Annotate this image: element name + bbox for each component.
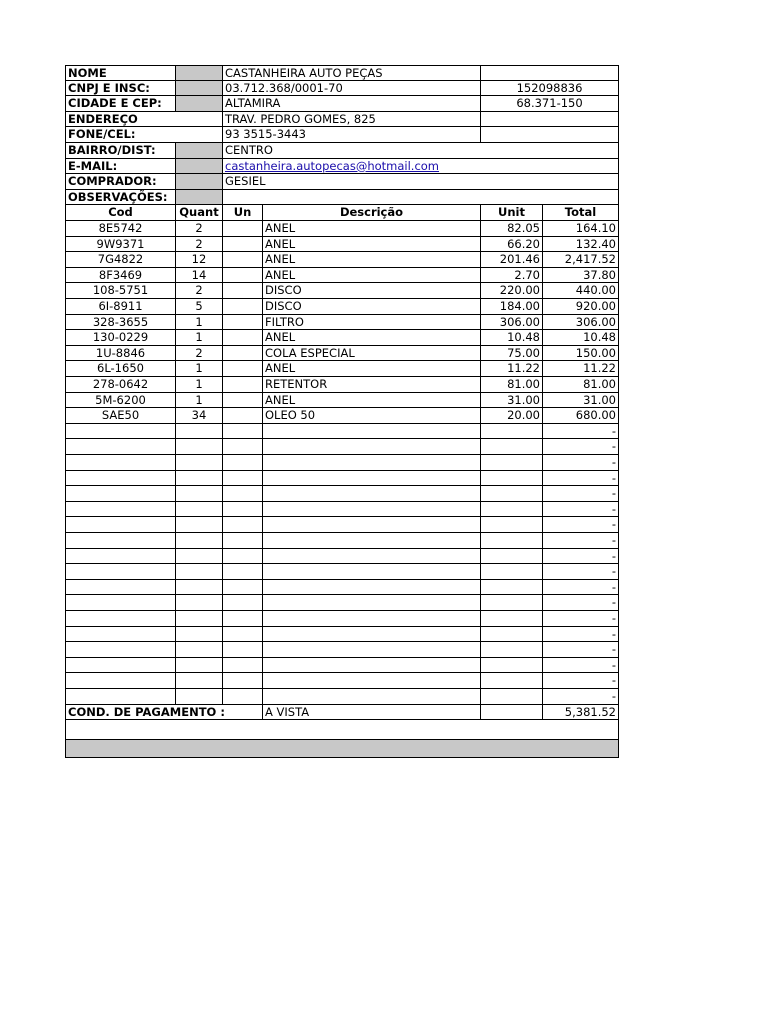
empty-descricao	[263, 486, 481, 502]
empty-quant	[176, 549, 223, 565]
order-sheet	[65, 65, 619, 765]
item-descricao: DISCO	[263, 283, 481, 299]
empty-unit	[481, 424, 543, 440]
empty-un	[223, 424, 263, 440]
item-quant: 34	[176, 408, 223, 424]
empty-cod	[65, 611, 176, 627]
item-cod: 8E5742	[65, 221, 176, 237]
item-descricao: DISCO	[263, 299, 481, 315]
empty-cod	[65, 471, 176, 487]
item-un	[223, 377, 263, 393]
empty-quant	[176, 486, 223, 502]
row-nome	[65, 65, 619, 81]
empty-unit	[481, 486, 543, 502]
item-quant: 1	[176, 377, 223, 393]
empty-row	[65, 517, 619, 533]
item-unit: 10.48	[481, 330, 543, 346]
item-total: 37.80	[543, 268, 619, 284]
email-spacer	[176, 159, 223, 175]
empty-quant	[176, 439, 223, 455]
empty-cod	[65, 517, 176, 533]
observacoes-value	[223, 190, 619, 206]
endereco-label: ENDEREÇO	[65, 112, 223, 128]
item-row	[65, 252, 619, 268]
payment-row	[65, 705, 619, 721]
empty-un	[223, 689, 263, 705]
empty-row	[65, 595, 619, 611]
col-header-quant: Quant	[176, 205, 223, 221]
item-total: 150.00	[543, 346, 619, 362]
item-quant: 2	[176, 283, 223, 299]
item-un	[223, 268, 263, 284]
empty-descricao	[263, 658, 481, 674]
item-quant: 2	[176, 237, 223, 253]
item-row	[65, 346, 619, 362]
empty-row	[65, 658, 619, 674]
col-header-cod: Cod	[65, 205, 176, 221]
empty-cod	[65, 564, 176, 580]
item-quant: 12	[176, 252, 223, 268]
comprador-label: COMPRADOR:	[65, 174, 176, 190]
empty-quant	[176, 533, 223, 549]
item-total: 164.10	[543, 221, 619, 237]
row-comprador	[65, 174, 619, 190]
item-unit: 2.70	[481, 268, 543, 284]
cidade-extra: 68.371-150	[481, 96, 619, 112]
empty-quant	[176, 502, 223, 518]
empty-descricao	[263, 502, 481, 518]
empty-unit	[481, 627, 543, 643]
item-row	[65, 268, 619, 284]
observacoes-label: OBSERVAÇÕES:	[65, 190, 176, 206]
cnpj-extra: 152098836	[481, 81, 619, 97]
shaded-footer-row	[65, 740, 619, 756]
empty-quant	[176, 658, 223, 674]
item-descricao: COLA ESPECIAL	[263, 346, 481, 362]
item-row	[65, 377, 619, 393]
empty-descricao	[263, 564, 481, 580]
item-unit: 82.05	[481, 221, 543, 237]
empty-unit	[481, 517, 543, 533]
empty-un	[223, 549, 263, 565]
empty-unit	[481, 611, 543, 627]
bairro-spacer	[176, 143, 223, 159]
item-quant: 2	[176, 221, 223, 237]
empty-descricao	[263, 455, 481, 471]
item-descricao: OLEO 50	[263, 408, 481, 424]
empty-row	[65, 471, 619, 487]
item-total: 81.00	[543, 377, 619, 393]
item-unit: 184.00	[481, 299, 543, 315]
item-quant: 1	[176, 361, 223, 377]
empty-cod	[65, 595, 176, 611]
item-unit: 75.00	[481, 346, 543, 362]
item-row	[65, 393, 619, 409]
empty-descricao	[263, 549, 481, 565]
empty-un	[223, 471, 263, 487]
empty-unit	[481, 439, 543, 455]
empty-total: -	[543, 502, 619, 518]
item-un	[223, 330, 263, 346]
item-descricao: ANEL	[263, 393, 481, 409]
empty-un	[223, 595, 263, 611]
empty-descricao	[263, 517, 481, 533]
col-header-descricao: Descrição	[263, 205, 481, 221]
empty-row	[65, 533, 619, 549]
item-cod: 328-3655	[65, 315, 176, 331]
col-header-unit: Unit	[481, 205, 543, 221]
empty-total: -	[543, 533, 619, 549]
item-descricao: ANEL	[263, 330, 481, 346]
empty-quant	[176, 642, 223, 658]
fone-label: FONE/CEL:	[65, 127, 223, 143]
item-cod: 8F3469	[65, 268, 176, 284]
empty-un	[223, 439, 263, 455]
empty-cod	[65, 627, 176, 643]
item-cod: 6L-1650	[65, 361, 176, 377]
empty-quant	[176, 627, 223, 643]
observacoes-spacer	[176, 190, 223, 206]
item-row	[65, 408, 619, 424]
col-header-un: Un	[223, 205, 263, 221]
empty-row	[65, 627, 619, 643]
empty-unit	[481, 689, 543, 705]
empty-total: -	[543, 611, 619, 627]
fone-extra	[481, 127, 619, 143]
row-cidade	[65, 96, 619, 112]
empty-descricao	[263, 627, 481, 643]
endereco-value: TRAV. PEDRO GOMES, 825	[223, 112, 481, 128]
empty-row	[65, 673, 619, 689]
email-value: castanheira.autopecas@hotmail.com	[223, 159, 619, 175]
item-descricao: RETENTOR	[263, 377, 481, 393]
item-quant: 5	[176, 299, 223, 315]
empty-quant	[176, 517, 223, 533]
item-total: 2,417.52	[543, 252, 619, 268]
empty-descricao	[263, 471, 481, 487]
item-total: 11.22	[543, 361, 619, 377]
empty-un	[223, 486, 263, 502]
empty-un	[223, 673, 263, 689]
empty-quant	[176, 564, 223, 580]
empty-descricao	[263, 611, 481, 627]
item-cod: 130-0229	[65, 330, 176, 346]
empty-total: -	[543, 439, 619, 455]
item-cod: 108-5751	[65, 283, 176, 299]
empty-row	[65, 486, 619, 502]
payment-spacer	[481, 705, 543, 721]
empty-quant	[176, 424, 223, 440]
empty-un	[223, 502, 263, 518]
item-row	[65, 315, 619, 331]
empty-row	[65, 439, 619, 455]
empty-total: -	[543, 580, 619, 596]
empty-total: -	[543, 549, 619, 565]
comprador-spacer	[176, 174, 223, 190]
empty-un	[223, 611, 263, 627]
empty-cod	[65, 549, 176, 565]
item-quant: 14	[176, 268, 223, 284]
row-observacoes	[65, 190, 619, 206]
empty-un	[223, 533, 263, 549]
empty-unit	[481, 642, 543, 658]
empty-descricao	[263, 533, 481, 549]
item-unit: 201.46	[481, 252, 543, 268]
row-endereco	[65, 112, 619, 128]
empty-quant	[176, 471, 223, 487]
empty-row	[65, 689, 619, 705]
row-cnpj	[65, 81, 619, 97]
empty-un	[223, 580, 263, 596]
item-un	[223, 283, 263, 299]
empty-total: -	[543, 595, 619, 611]
item-unit: 31.00	[481, 393, 543, 409]
empty-cod	[65, 486, 176, 502]
empty-total: -	[543, 689, 619, 705]
item-total: 31.00	[543, 393, 619, 409]
empty-un	[223, 564, 263, 580]
empty-cod	[65, 424, 176, 440]
item-row	[65, 221, 619, 237]
row-fone	[65, 127, 619, 143]
empty-cod	[65, 642, 176, 658]
empty-total: -	[543, 564, 619, 580]
item-quant: 1	[176, 393, 223, 409]
item-row	[65, 361, 619, 377]
comprador-value: GESIEL	[223, 174, 619, 190]
item-row	[65, 330, 619, 346]
item-un	[223, 361, 263, 377]
payment-condition-label: COND. DE PAGAMENTO :	[65, 705, 263, 721]
item-un	[223, 299, 263, 315]
item-quant: 2	[176, 346, 223, 362]
fone-value: 93 3515-3443	[223, 127, 481, 143]
empty-unit	[481, 658, 543, 674]
cnpj-spacer	[176, 81, 223, 97]
cnpj-label: CNPJ E INSC:	[65, 81, 176, 97]
cnpj-value: 03.712.368/0001-70	[223, 81, 481, 97]
item-cod: 6I-8911	[65, 299, 176, 315]
empty-cod	[65, 439, 176, 455]
item-cod: 278-0642	[65, 377, 176, 393]
item-cod: SAE50	[65, 408, 176, 424]
payment-condition-value: A VISTA	[263, 705, 481, 721]
item-total: 920.00	[543, 299, 619, 315]
empty-unit	[481, 549, 543, 565]
cidade-value: ALTAMIRA	[223, 96, 481, 112]
empty-total: -	[543, 642, 619, 658]
empty-total: -	[543, 471, 619, 487]
shaded-footer-cell	[65, 740, 619, 758]
empty-row	[65, 455, 619, 471]
item-total: 10.48	[543, 330, 619, 346]
empty-cod	[65, 658, 176, 674]
item-un	[223, 408, 263, 424]
item-row	[65, 237, 619, 253]
empty-row	[65, 424, 619, 440]
item-unit: 11.22	[481, 361, 543, 377]
empty-unit	[481, 502, 543, 518]
empty-total: -	[543, 673, 619, 689]
item-quant: 1	[176, 330, 223, 346]
item-unit: 81.00	[481, 377, 543, 393]
empty-total: -	[543, 517, 619, 533]
empty-total: -	[543, 658, 619, 674]
empty-un	[223, 658, 263, 674]
empty-descricao	[263, 424, 481, 440]
empty-quant	[176, 455, 223, 471]
empty-total: -	[543, 424, 619, 440]
cidade-label: CIDADE E CEP:	[65, 96, 176, 112]
empty-cod	[65, 580, 176, 596]
empty-un	[223, 517, 263, 533]
item-descricao: FILTRO	[263, 315, 481, 331]
empty-quant	[176, 595, 223, 611]
item-row	[65, 283, 619, 299]
empty-cod	[65, 533, 176, 549]
empty-cod	[65, 455, 176, 471]
empty-unit	[481, 580, 543, 596]
grand-total: 5,381.52	[543, 705, 619, 721]
empty-descricao	[263, 580, 481, 596]
empty-total: -	[543, 486, 619, 502]
item-un	[223, 315, 263, 331]
col-header-total: Total	[543, 205, 619, 221]
item-un	[223, 346, 263, 362]
empty-unit	[481, 673, 543, 689]
endereco-extra	[481, 112, 619, 128]
item-descricao: ANEL	[263, 268, 481, 284]
empty-row	[65, 580, 619, 596]
empty-descricao	[263, 689, 481, 705]
empty-row	[65, 502, 619, 518]
empty-quant	[176, 611, 223, 627]
item-unit: 220.00	[481, 283, 543, 299]
empty-unit	[481, 564, 543, 580]
item-row	[65, 299, 619, 315]
empty-row	[65, 611, 619, 627]
empty-descricao	[263, 642, 481, 658]
empty-unit	[481, 533, 543, 549]
empty-cod	[65, 502, 176, 518]
item-cod: 1U-8846	[65, 346, 176, 362]
row-email	[65, 159, 619, 175]
empty-descricao	[263, 673, 481, 689]
empty-row	[65, 642, 619, 658]
nome-spacer	[176, 65, 223, 81]
empty-un	[223, 455, 263, 471]
empty-total: -	[543, 627, 619, 643]
item-descricao: ANEL	[263, 252, 481, 268]
item-total: 440.00	[543, 283, 619, 299]
empty-row	[65, 549, 619, 565]
empty-un	[223, 642, 263, 658]
email-label: E-MAIL:	[65, 159, 176, 175]
item-cod: 5M-6200	[65, 393, 176, 409]
empty-total: -	[543, 455, 619, 471]
blank-row	[65, 720, 619, 740]
item-total: 132.40	[543, 237, 619, 253]
item-quant: 1	[176, 315, 223, 331]
item-descricao: ANEL	[263, 237, 481, 253]
item-descricao: ANEL	[263, 361, 481, 377]
item-cod: 7G4822	[65, 252, 176, 268]
column-header-row	[65, 205, 619, 221]
item-total: 306.00	[543, 315, 619, 331]
nome-value: CASTANHEIRA AUTO PEÇAS	[223, 65, 481, 81]
empty-cod	[65, 689, 176, 705]
empty-quant	[176, 673, 223, 689]
item-un	[223, 252, 263, 268]
nome-label: NOME	[65, 65, 176, 81]
item-unit: 20.00	[481, 408, 543, 424]
row-bairro	[65, 143, 619, 159]
item-un	[223, 221, 263, 237]
item-total: 680.00	[543, 408, 619, 424]
empty-quant	[176, 689, 223, 705]
blank-cell	[65, 720, 619, 740]
empty-row	[65, 564, 619, 580]
empty-descricao	[263, 439, 481, 455]
empty-descricao	[263, 595, 481, 611]
bairro-value: CENTRO	[223, 143, 619, 159]
bairro-label: BAIRRO/DIST:	[65, 143, 176, 159]
empty-unit	[481, 471, 543, 487]
item-unit: 306.00	[481, 315, 543, 331]
item-un	[223, 393, 263, 409]
empty-unit	[481, 455, 543, 471]
empty-unit	[481, 595, 543, 611]
nome-extra	[481, 65, 619, 81]
item-unit: 66.20	[481, 237, 543, 253]
cidade-spacer	[176, 96, 223, 112]
item-un	[223, 237, 263, 253]
empty-quant	[176, 580, 223, 596]
empty-un	[223, 627, 263, 643]
item-cod: 9W9371	[65, 237, 176, 253]
empty-cod	[65, 673, 176, 689]
item-descricao: ANEL	[263, 221, 481, 237]
